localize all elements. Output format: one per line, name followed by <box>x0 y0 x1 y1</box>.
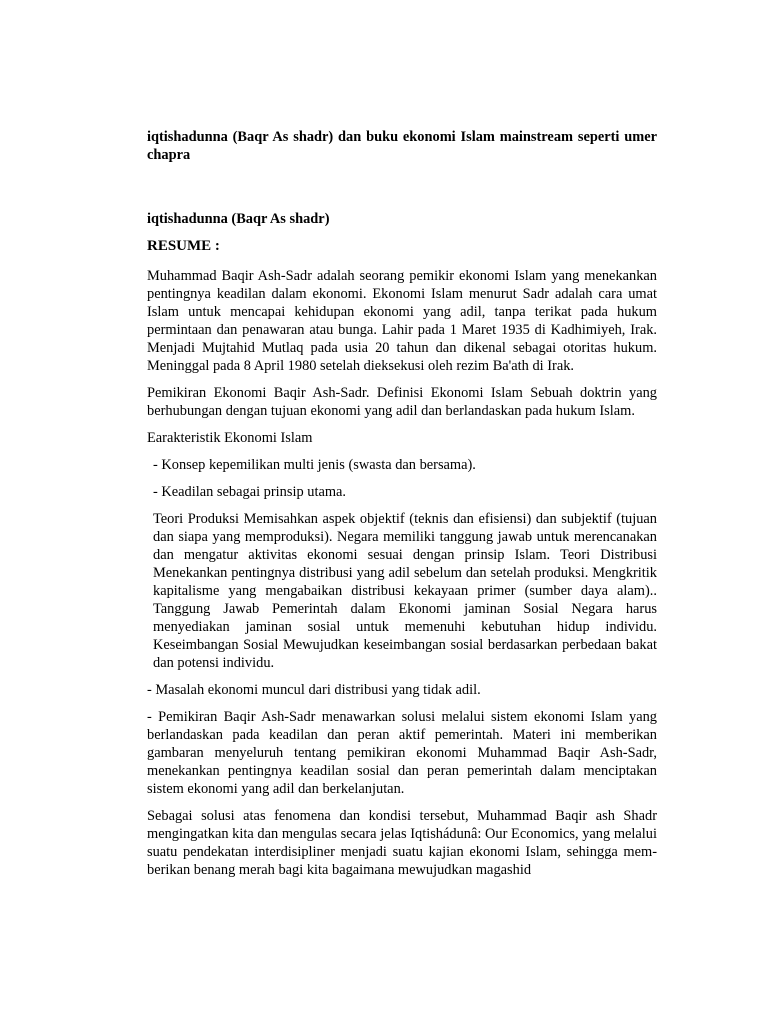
document-page <box>147 128 657 879</box>
resume-heading: RESUME : <box>147 238 220 254</box>
document-title: iqtishadunna (Baqr As shadr) dan buku ekonomi Islam mainstream seperti umer chapra <box>147 129 657 163</box>
paragraph-production-theory: Teori Produksi Memisahkan aspek objektif (teknis dan efisiensi) dan subjektif (tujuan dan siapa yang memproduksi). Negara memiliki tanggung jawab untuk merencanakan dan mengatur aktivitas ekonomi sesuai dengan prinsip Islam. Teori Distribusi Menekankan pentingnya distribusi yang adil sebelum dan setelah produksi. Mengkritik kapitalisme yang mengabaikan distribusi kekayaan primer (sumber daya alam).. Tanggung Jawab Pemerintah dalam Ekonomi jaminan Sosial Negara harus menyediakan jaminan sosial untuk memenuhi kebutuhan hidup individu. Keseimbangan Sosial Mewujudkan keseimbangan sosial berdasarkan perbedaan bakat dan potensi individu. <box>153 511 657 671</box>
paragraph-characteristics-heading: Earakteristik Ekonomi Islam <box>147 430 313 446</box>
paragraph-biography: Muhammad Baqir Ash-Sadr adalah seorang pemikir ekonomi Islam yang menekankan pentingnya keadilan dalam ekonomi. Ekonomi Islam menurut Sadr adalah cara umat Islam untuk mencapai kehidupan ekonomi yang adil, tanpa terikat pada hukum permintaan dan penawaran atau bunga. Lahir pada 1 Maret 1935 di Kadhimiyeh, Irak. Menjadi Mujtahid Mutlaq pada usia 20 tahun dan dikenal sebagai otoritas hukum. Meninggal pada 8 April 1980 setelah dieksekusi oleh rezim Ba'ath di Irak. <box>147 268 657 374</box>
list-item-solution: - Pemikiran Baqir Ash-Sadr menawarkan solusi melalui sistem ekonomi Islam yang berlandaskan pada keadilan dan peran aktif pemerintah. Materi ini memberikan gambaran menyeluruh tentang pemikiran ekonomi Muhammad Baqir Ash-Sadr, menekankan pentingnya keadilan sosial dan peran pemerintah dalam menciptakan sistem ekonomi yang adil dan berkelanjutan. <box>147 709 657 797</box>
list-item-economic-problem: - Masalah ekonomi muncul dari distribusi yang tidak adil. <box>147 682 481 698</box>
paragraph-definition: Pemikiran Ekonomi Baqir Ash-Sadr. Definisi Ekonomi Islam Sebuah doktrin yang berhubungan dengan tujuan ekonomi yang adil dan berlandaskan pada hukum Islam. <box>147 385 657 419</box>
list-item-justice: - Keadilan sebagai prinsip utama. <box>153 484 347 500</box>
list-item-ownership: - Konsep kepemilikan multi jenis (swasta dan bersama). <box>153 457 476 473</box>
paragraph-conclusion: Sebagai solusi atas fenomena dan kondisi tersebut, Muhammad Baqir ash Shadr mengingatkan kita dan mengulas secara jelas Iqtishádunâ: Our Economics, yang melalui suatu pendekatan interdisipliner menjadi suatu kajian ekonomi Islam, sehingga mem- berikan benang merah bagi kita bagaimana mewujudkan magashid <box>147 808 657 878</box>
document-subtitle: iqtishadunna (Baqr As shadr) <box>147 211 330 227</box>
